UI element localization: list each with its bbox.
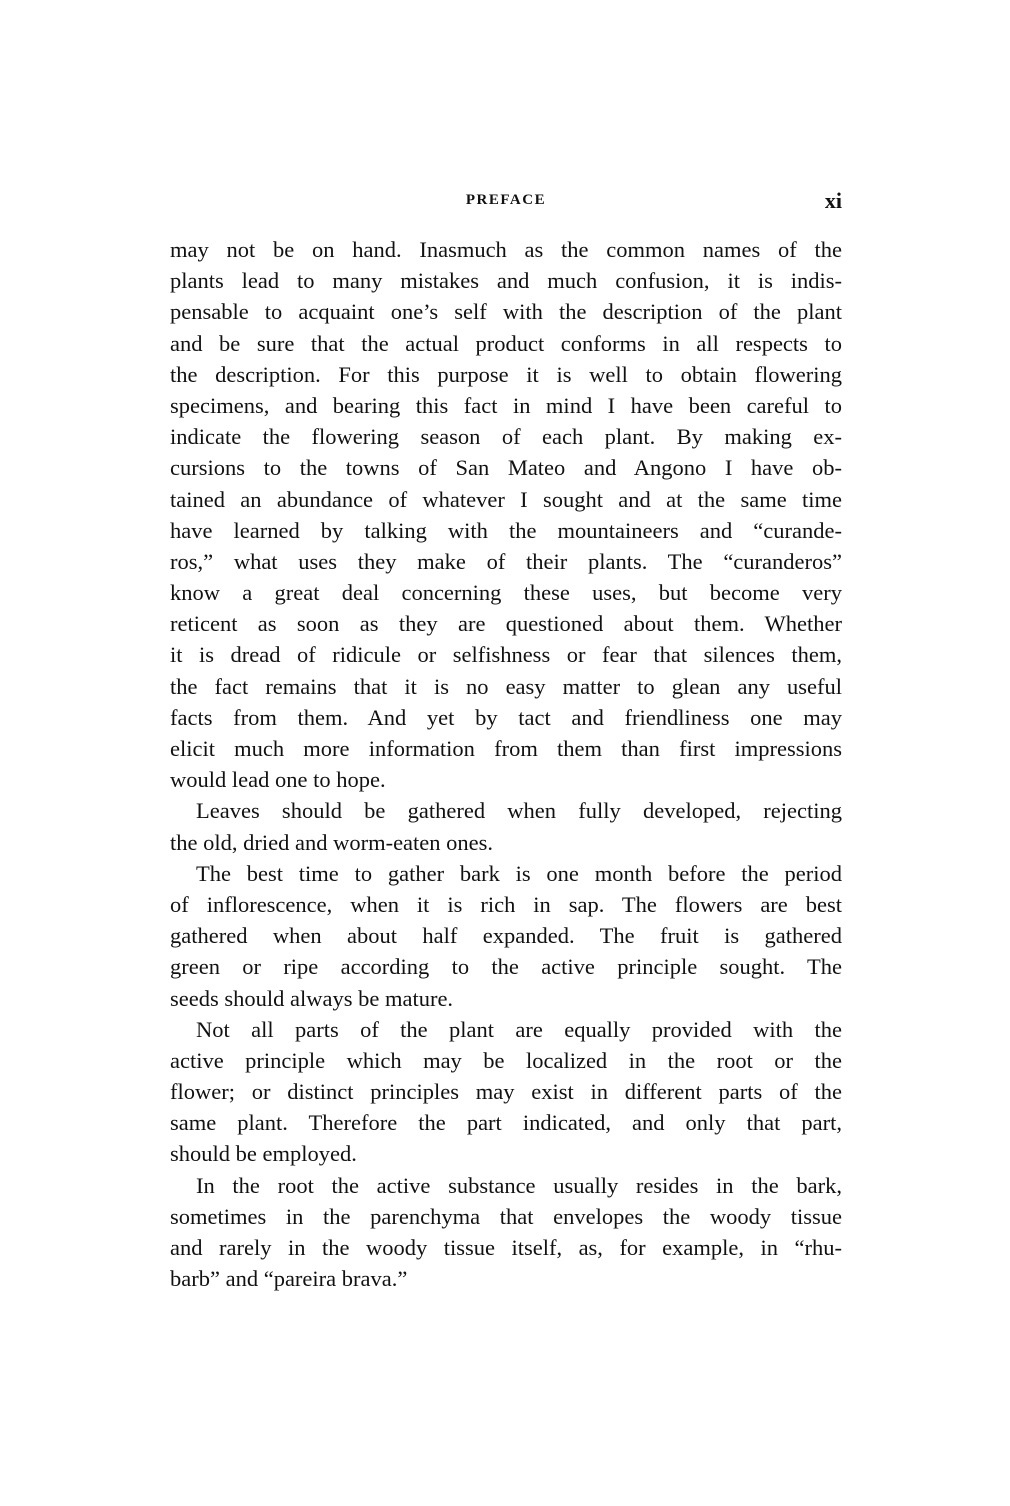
- text-line: barb” and “pareira brava.”: [170, 1266, 408, 1292]
- text-line: gathered when about half expanded. The fruit is gathered: [170, 923, 842, 949]
- running-head: [170, 188, 842, 214]
- text-line: seeds should always be mature.: [170, 985, 454, 1011]
- running-title: PREFACE: [465, 192, 547, 208]
- text-line: should be employed.: [170, 1141, 357, 1167]
- text-line: active principle which may be localized in the root or the: [170, 1047, 842, 1073]
- paragraph: [170, 1014, 842, 1170]
- text-line: tained an abundance of whatever I sought and at the same time: [170, 486, 842, 512]
- text-line: would lead one to hope.: [170, 767, 386, 793]
- text-line: the description. For this purpose it is well to obtain flowering: [170, 361, 842, 387]
- text-line: it is dread of ridicule or selfishness or fear that silences them,: [170, 642, 842, 668]
- text-line: Leaves should be gathered when fully developed, rejecting: [196, 798, 842, 824]
- text-line: know a great deal concerning these uses, but become very: [170, 580, 842, 606]
- text-line: have learned by talking with the mountaineers and “curande-: [170, 517, 842, 543]
- text-line: green or ripe according to the active principle sought. The: [170, 954, 842, 980]
- text-line: flower; or distinct principles may exist in different parts of the: [170, 1079, 842, 1105]
- text-line: elicit much more information from them than first impressions: [170, 736, 842, 761]
- text-line: indicate the flowering season of each plant. By making ex-: [170, 424, 842, 450]
- text-line: plants lead to many mistakes and much confusion, it is indis-: [170, 268, 842, 294]
- text-line: and be sure that the actual product conforms in all respects to: [170, 330, 842, 356]
- paragraph: [170, 234, 842, 795]
- text-line: reticent as soon as they are questioned about them. Whether: [170, 611, 842, 637]
- text-line: In the root the active substance usually resides in the bark,: [196, 1172, 842, 1198]
- body-text: [170, 234, 842, 1294]
- text-line: specimens, and bearing this fact in mind I have been careful to: [170, 392, 842, 418]
- text-line: may not be on hand. Inasmuch as the common names of the: [170, 237, 842, 262]
- paragraph: [170, 795, 842, 857]
- text-line: pensable to acquaint one’s self with the description of the plant: [170, 299, 842, 325]
- text-line: The best time to gather bark is one month before the period: [196, 860, 842, 886]
- text-line: Not all parts of the plant are equally provided with the: [196, 1016, 842, 1042]
- paragraph: [170, 858, 842, 1014]
- text-line: and rarely in the woody tissue itself, as, for example, in “rhu-: [170, 1235, 842, 1260]
- paragraph: [170, 1170, 842, 1295]
- text-line: same plant. Therefore the part indicated, and only that part,: [170, 1110, 842, 1136]
- text-line: the fact remains that it is no easy matter to glean any useful: [170, 673, 842, 699]
- text-line: the old, dried and worm-eaten ones.: [170, 829, 494, 855]
- page-number: xi: [824, 188, 842, 213]
- text-line: facts from them. And yet by tact and friendliness one may: [170, 704, 842, 730]
- text-line: of inflorescence, when it is rich in sap. The flowers are best: [170, 891, 842, 917]
- text-line: ros,” what uses they make of their plants. The “curanderos”: [170, 548, 842, 574]
- text-line: sometimes in the parenchyma that envelopes the woody tissue: [170, 1203, 842, 1229]
- text-line: cursions to the towns of San Mateo and Angono I have ob-: [170, 455, 842, 481]
